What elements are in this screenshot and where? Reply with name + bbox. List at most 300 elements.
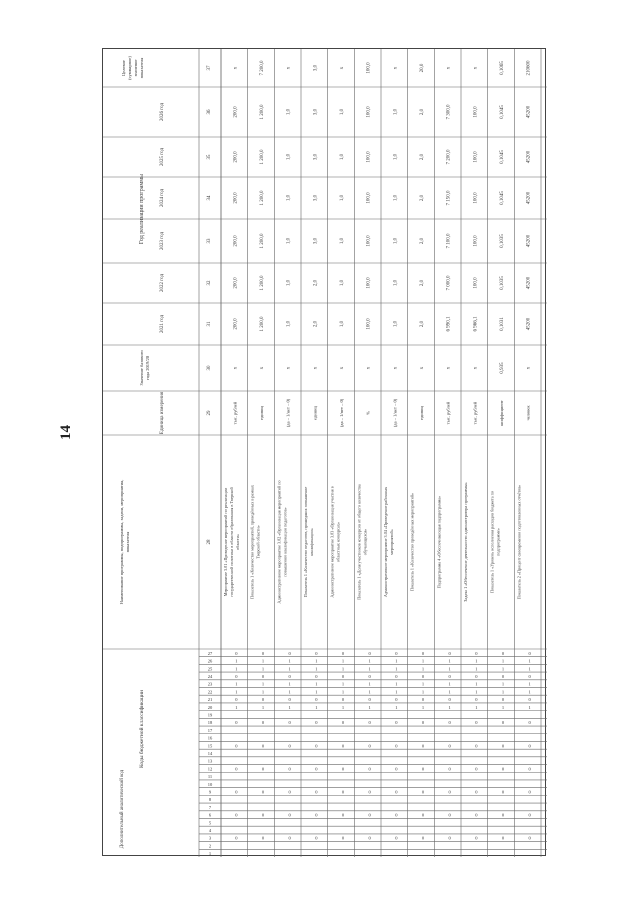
row-code-digit: 1: [315, 689, 318, 695]
row-code-digit: 1: [501, 666, 505, 672]
column-number: 9: [208, 789, 212, 795]
header-final-value: значение: [133, 59, 138, 77]
row-name: Показатель 1 «Количество проведённых мероприятий»: [409, 492, 415, 592]
row-code-digit: 0: [501, 697, 505, 703]
row-year-value: 100,0: [366, 192, 372, 204]
column-number: 36: [207, 109, 212, 115]
row-code-digit: 0: [501, 650, 505, 656]
row-year-value: 200,0: [233, 235, 239, 247]
header-year-1: 2022 год: [160, 273, 165, 293]
row-name: Тверской области»: [255, 525, 261, 559]
row-year-value: 1,0: [286, 194, 292, 202]
row-code-digit: 0: [395, 720, 398, 726]
row-unit: коэффициент: [499, 400, 504, 426]
row-code-digit: 0: [395, 789, 398, 795]
row-unit: %: [365, 411, 371, 415]
row-code-digit: 0: [341, 835, 345, 841]
row-code-digit: 0: [288, 835, 291, 841]
column-number: 1: [208, 851, 212, 857]
row-year-value: 100,0: [473, 106, 479, 118]
row-year-value: 1,0: [340, 153, 345, 161]
row-total-value: 100,0: [366, 62, 372, 74]
column-number: 34: [207, 195, 212, 201]
column-number: 26: [207, 658, 213, 664]
row-base-value: х: [286, 366, 292, 370]
row-code-digit: 0: [315, 766, 318, 772]
row-code-digit: 1: [261, 658, 265, 664]
row-code-digit: 1: [475, 666, 478, 672]
row-code-digit: 1: [288, 704, 291, 710]
row-year-value: 2,0: [420, 279, 425, 287]
row-unit: единиц: [419, 406, 424, 420]
row-code-digit: 0: [288, 812, 291, 818]
row-code-digit: 0: [421, 720, 425, 726]
row-code-digit: 1: [501, 689, 505, 695]
row-total-value: 0,1065: [500, 61, 505, 75]
row-year-value: 200,0: [233, 106, 239, 118]
row-code-digit: 1: [235, 704, 238, 710]
header-year-4: 2025 год: [160, 147, 165, 167]
row-code-digit: 0: [501, 789, 505, 795]
column-number: 31: [207, 321, 212, 327]
row-name: Показатель 2 «Процент своевременно подготовленных отчётов»: [516, 484, 522, 600]
row-year-value: 1,0: [286, 237, 292, 245]
row-code-digit: 0: [261, 812, 265, 818]
row-year-value: 100,0: [473, 277, 479, 289]
row-code-digit: 1: [261, 704, 265, 710]
row-year-value: 100,0: [366, 151, 372, 163]
row-code-digit: 1: [395, 658, 398, 664]
row-base-value: 0,935: [500, 362, 505, 374]
row-code-digit: 1: [395, 704, 398, 710]
row-name: Задача 1 «Обеспечение деятельности администратора программы»: [463, 482, 468, 602]
row-year-value: 45200: [526, 105, 532, 119]
header-budget-codes: Коды бюджетной классификации: [139, 690, 145, 768]
row-code-digit: 0: [235, 650, 238, 656]
row-code-digit: 1: [368, 658, 371, 664]
row-total-value: х: [446, 66, 452, 70]
row-year-value: 100,0: [473, 235, 479, 247]
row-year-value: 2,0: [420, 320, 425, 328]
row-code-digit: 1: [421, 681, 425, 687]
row-code-digit: 1: [528, 681, 531, 687]
row-code-digit: 1: [235, 666, 238, 672]
row-year-value: 1,0: [340, 237, 345, 245]
row-code-digit: 1: [448, 658, 451, 664]
row-year-value: 7 000,0: [446, 275, 452, 291]
row-code-digit: 1: [395, 689, 398, 695]
row-code-digit: 1: [368, 681, 371, 687]
row-code-digit: 0: [395, 673, 398, 679]
row-year-value: 1,0: [286, 320, 292, 328]
row-year-value: 1 200,0: [260, 149, 265, 165]
row-code-digit: 0: [341, 650, 345, 656]
column-number: 18: [207, 720, 213, 726]
row-code-digit: 1: [341, 704, 345, 710]
row-code-digit: 1: [528, 666, 531, 672]
row-unit: человек: [525, 405, 531, 421]
row-code-digit: 0: [475, 812, 478, 818]
row-year-value: 0,1035: [500, 234, 505, 248]
column-number: 17: [207, 727, 213, 733]
row-code-digit: 0: [288, 743, 291, 749]
row-unit: (да – 1/нет – 0): [339, 398, 344, 428]
row-code-digit: 0: [288, 766, 291, 772]
row-base-value: х: [446, 366, 452, 370]
row-code-digit: 0: [235, 789, 238, 795]
row-code-digit: 1: [528, 689, 531, 695]
row-code-digit: 1: [475, 689, 478, 695]
row-code-digit: 1: [288, 658, 291, 664]
row-code-digit: 0: [235, 697, 238, 703]
row-total-value: 210600: [526, 60, 532, 76]
row-code-digit: 1: [341, 689, 345, 695]
header-year-2: 2023 год: [160, 231, 165, 251]
row-code-digit: 0: [421, 766, 425, 772]
page-number: 14: [58, 425, 74, 440]
column-number: 37: [207, 65, 212, 71]
row-code-digit: 0: [235, 720, 238, 726]
row-year-value: 2,0: [313, 279, 319, 287]
row-base-value: х: [526, 366, 532, 370]
header-measure-unit: Единица измерения: [160, 391, 165, 435]
row-code-digit: 0: [315, 789, 318, 795]
row-unit: (да – 1/нет – 0): [392, 398, 398, 428]
header-name-column: показателя: [125, 531, 130, 553]
row-year-value: 1,0: [286, 108, 292, 116]
row-total-value: 7 200,0: [260, 60, 265, 76]
row-code-digit: 0: [235, 812, 238, 818]
row-code-digit: 1: [235, 689, 238, 695]
row-year-value: 1,0: [340, 108, 345, 116]
row-code-digit: 0: [501, 835, 505, 841]
row-year-value: 100,0: [366, 106, 372, 118]
row-code-digit: 1: [261, 681, 265, 687]
row-code-digit: 1: [501, 704, 505, 710]
row-code-digit: 0: [395, 766, 398, 772]
row-code-digit: 0: [395, 650, 398, 656]
column-number: 11: [207, 774, 213, 780]
row-code-digit: 0: [395, 812, 398, 818]
column-number: 8: [208, 797, 212, 803]
row-name: Мероприятие 3.01 «Проведение мероприятий по реализации: [223, 487, 228, 597]
row-code-digit: 1: [501, 658, 505, 664]
column-number: 13: [207, 758, 213, 764]
row-code-digit: 0: [475, 650, 478, 656]
row-code-digit: 0: [421, 812, 425, 818]
row-name: Административное мероприятие 3.02 «Организация мероприятий по: [276, 480, 282, 604]
row-code-digit: 0: [261, 835, 265, 841]
row-code-digit: 0: [528, 697, 531, 703]
row-code-digit: 0: [315, 673, 318, 679]
row-total-value: х: [340, 66, 345, 70]
row-total-value: х: [286, 66, 292, 70]
row-year-value: 1,0: [393, 320, 399, 328]
column-number: 14: [207, 751, 213, 756]
header-year-3: 2024 год: [160, 188, 165, 208]
row-year-value: 45200: [526, 317, 532, 331]
row-code-digit: 0: [261, 720, 265, 726]
row-code-digit: 1: [315, 704, 318, 710]
row-code-digit: 0: [368, 766, 371, 772]
row-code-digit: 0: [261, 789, 265, 795]
row-code-digit: 0: [528, 743, 531, 749]
row-code-digit: 1: [235, 658, 238, 664]
row-base-value: х: [313, 366, 319, 370]
row-code-digit: 0: [315, 697, 318, 703]
row-code-digit: 1: [448, 689, 451, 695]
row-code-digit: 0: [528, 789, 531, 795]
row-code-digit: 1: [421, 689, 425, 695]
row-code-digit: 0: [368, 697, 371, 703]
row-year-value: 3,0: [313, 153, 319, 161]
column-number: 22: [207, 689, 213, 695]
row-total-value: х: [233, 66, 239, 70]
row-year-value: 0,1031: [500, 317, 505, 331]
column-number: 33: [207, 238, 212, 244]
row-year-value: 0,1035: [500, 276, 505, 290]
row-code-digit: 0: [368, 743, 371, 749]
row-code-digit: 1: [475, 658, 478, 664]
row-unit: тыс. рублей: [232, 401, 238, 425]
row-code-digit: 0: [261, 766, 265, 772]
header-base-year: Значение базового: [139, 350, 144, 386]
row-year-value: 100,0: [366, 235, 372, 247]
row-year-value: 1,0: [393, 279, 399, 287]
row-year-value: 3,0: [313, 237, 319, 245]
row-code-digit: 0: [448, 766, 451, 772]
row-name: Административное мероприятие 3.03 «Организация участия в: [329, 486, 335, 598]
row-name: повышению квалификации педагогов»: [282, 507, 288, 577]
row-code-digit: 0: [288, 789, 291, 795]
row-code-digit: 0: [341, 812, 345, 818]
header-year-0: 2021 год: [160, 314, 165, 334]
row-code-digit: 1: [368, 689, 371, 695]
header-final-value: показателя: [139, 57, 144, 79]
row-year-value: 2,0: [420, 194, 425, 202]
column-number: 35: [207, 154, 212, 160]
row-year-value: 3,0: [313, 194, 319, 202]
row-code-digit: 1: [315, 666, 318, 672]
row-code-digit: 0: [368, 835, 371, 841]
row-code-digit: 0: [261, 743, 265, 749]
column-number: 32: [207, 280, 212, 286]
column-number: 24: [207, 673, 213, 679]
row-code-digit: 0: [395, 697, 398, 703]
row-code-digit: 0: [368, 789, 371, 795]
row-year-value: 0,1045: [500, 191, 505, 205]
header-program-period: Год реализации программы: [139, 173, 145, 245]
row-code-digit: 1: [315, 681, 318, 687]
row-code-digit: 1: [448, 666, 451, 672]
row-total-value: 3,0: [313, 64, 319, 72]
row-year-value: 2,0: [420, 153, 425, 161]
row-code-digit: 0: [368, 812, 371, 818]
row-code-digit: 0: [368, 650, 371, 656]
row-year-value: 200,0: [233, 277, 239, 289]
row-unit: (да – 1/нет – 0): [285, 398, 291, 428]
row-total-value: х: [393, 66, 399, 70]
row-year-value: 1,0: [286, 153, 292, 161]
row-code-digit: 1: [475, 681, 478, 687]
row-name: области»: [235, 533, 240, 551]
row-year-value: 7 300,0: [446, 104, 452, 120]
row-code-digit: 0: [261, 650, 265, 656]
row-code-digit: 0: [421, 673, 425, 679]
row-year-value: 45200: [526, 150, 532, 164]
row-year-value: 100,0: [473, 192, 479, 204]
column-number: 29: [207, 410, 212, 416]
row-code-digit: 1: [368, 666, 371, 672]
row-code-digit: 1: [368, 704, 371, 710]
column-number: 16: [207, 735, 213, 741]
row-name: квалификации»: [309, 528, 314, 556]
column-number: 10: [207, 781, 213, 787]
row-unit: единиц: [259, 406, 264, 420]
row-code-digit: 0: [288, 720, 291, 726]
row-year-value: 2,0: [420, 108, 425, 116]
row-code-digit: 0: [341, 673, 345, 679]
row-year-value: 100,0: [366, 277, 372, 289]
row-code-digit: 0: [235, 743, 238, 749]
row-code-digit: 0: [421, 789, 425, 795]
header-base-year: года 2019/20: [145, 355, 150, 381]
row-code-digit: 1: [288, 666, 291, 672]
row-code-digit: 1: [395, 681, 398, 687]
row-base-value: х: [366, 366, 372, 370]
row-year-value: 1,0: [340, 279, 345, 287]
column-number: 23: [207, 681, 213, 687]
row-code-digit: 0: [261, 697, 265, 703]
column-number: 21: [207, 697, 213, 703]
row-name: обучающихся»: [362, 528, 368, 556]
row-year-value: 45200: [526, 276, 532, 290]
row-code-digit: 1: [261, 666, 265, 672]
column-number: 20: [207, 704, 213, 710]
row-year-value: 1 200,0: [260, 275, 265, 291]
row-code-digit: 0: [368, 673, 371, 679]
row-code-digit: 0: [475, 835, 478, 841]
row-year-value: 1 200,0: [260, 190, 265, 206]
row-code-digit: 0: [448, 720, 451, 726]
row-year-value: 6 966,1: [473, 316, 479, 332]
row-code-digit: 0: [395, 835, 398, 841]
row-base-value: х: [340, 366, 345, 370]
row-code-digit: 0: [475, 673, 478, 679]
column-number: 15: [207, 743, 213, 749]
row-name: подпрограмме»: [495, 528, 501, 556]
row-name: мероприятий»: [389, 529, 394, 555]
row-code-digit: 0: [501, 673, 505, 679]
row-code-digit: 0: [448, 673, 451, 679]
row-year-value: 1,0: [286, 279, 292, 287]
row-year-value: 100,0: [473, 151, 479, 163]
row-year-value: 1 200,0: [260, 233, 265, 249]
row-code-digit: 1: [315, 658, 318, 664]
row-code-digit: 0: [448, 812, 451, 818]
row-code-digit: 1: [235, 681, 238, 687]
row-name: Показатель 1 «Доля участников конкурсов от общего количества: [356, 484, 362, 600]
header-final-value: Целевое: [121, 60, 126, 76]
row-total-value: 20,0: [420, 63, 425, 73]
row-base-value: х: [473, 366, 479, 370]
row-name: государственной политики в области образования в Тверской: [229, 487, 234, 597]
row-year-value: 1,0: [393, 237, 399, 245]
row-year-value: 2,0: [420, 237, 425, 245]
row-code-digit: 0: [421, 835, 425, 841]
row-year-value: 7 100,0: [446, 233, 452, 249]
column-number: 25: [207, 666, 213, 672]
row-code-digit: 0: [368, 720, 371, 726]
row-name: Административное мероприятие 3.04 «Проведение районных: [383, 486, 388, 598]
row-code-digit: 0: [501, 743, 505, 749]
row-code-digit: 0: [528, 673, 531, 679]
row-base-value: х: [260, 366, 265, 370]
row-name: Показатель 1 «Количество педагогов, прошедших повышение: [303, 486, 308, 598]
row-code-digit: 1: [501, 681, 505, 687]
row-base-value: х: [393, 366, 399, 370]
row-code-digit: 1: [448, 704, 451, 710]
row-code-digit: 0: [475, 766, 478, 772]
row-code-digit: 0: [315, 743, 318, 749]
row-code-digit: 0: [315, 835, 318, 841]
row-code-digit: 1: [261, 689, 265, 695]
header-year-5: 2026 год: [160, 102, 165, 122]
row-code-digit: 0: [235, 673, 238, 679]
column-number: 7: [208, 804, 212, 810]
row-code-digit: 0: [315, 720, 318, 726]
column-number: 2: [208, 843, 212, 849]
row-code-digit: 0: [421, 650, 425, 656]
row-code-digit: 0: [448, 743, 451, 749]
row-code-digit: 1: [341, 681, 345, 687]
row-year-value: 1,0: [393, 108, 399, 116]
row-code-digit: 0: [475, 720, 478, 726]
row-year-value: 200,0: [233, 151, 239, 163]
row-code-digit: 1: [288, 689, 291, 695]
header-final-value: (суммарное): [127, 56, 132, 80]
row-code-digit: 0: [501, 766, 505, 772]
row-code-digit: 1: [528, 658, 531, 664]
row-total-value: х: [473, 66, 479, 70]
row-year-value: 200,0: [233, 318, 239, 330]
row-code-digit: 1: [448, 681, 451, 687]
row-name: областных конкурсах»: [335, 521, 341, 563]
row-code-digit: 1: [421, 704, 425, 710]
row-code-digit: 0: [528, 766, 531, 772]
column-number: 28: [207, 539, 212, 545]
row-name: Показатель 1 «Уровень исполнения расходов бюджета по: [489, 490, 495, 594]
header-extra-code: Дополнительный аналитический код: [120, 769, 125, 849]
row-code-digit: 1: [341, 666, 345, 672]
row-code-digit: 0: [421, 697, 425, 703]
budget-program-table: [103, 49, 547, 857]
row-unit: единиц: [312, 406, 318, 420]
row-year-value: 1 200,0: [260, 104, 265, 120]
row-code-digit: 0: [341, 766, 345, 772]
row-code-digit: 0: [528, 720, 531, 726]
row-year-value: 100,0: [366, 318, 372, 330]
row-code-digit: 0: [448, 835, 451, 841]
column-number: 30: [207, 365, 212, 371]
header-name-column: Наименование программы, подпрограммы, задачи, мероприятия,: [119, 479, 124, 605]
column-number: 19: [207, 712, 213, 718]
row-year-value: 7 150,0: [446, 190, 452, 206]
row-year-value: 1,0: [340, 194, 345, 202]
row-code-digit: 0: [261, 673, 265, 679]
row-code-digit: 0: [448, 789, 451, 795]
row-code-digit: 0: [235, 835, 238, 841]
